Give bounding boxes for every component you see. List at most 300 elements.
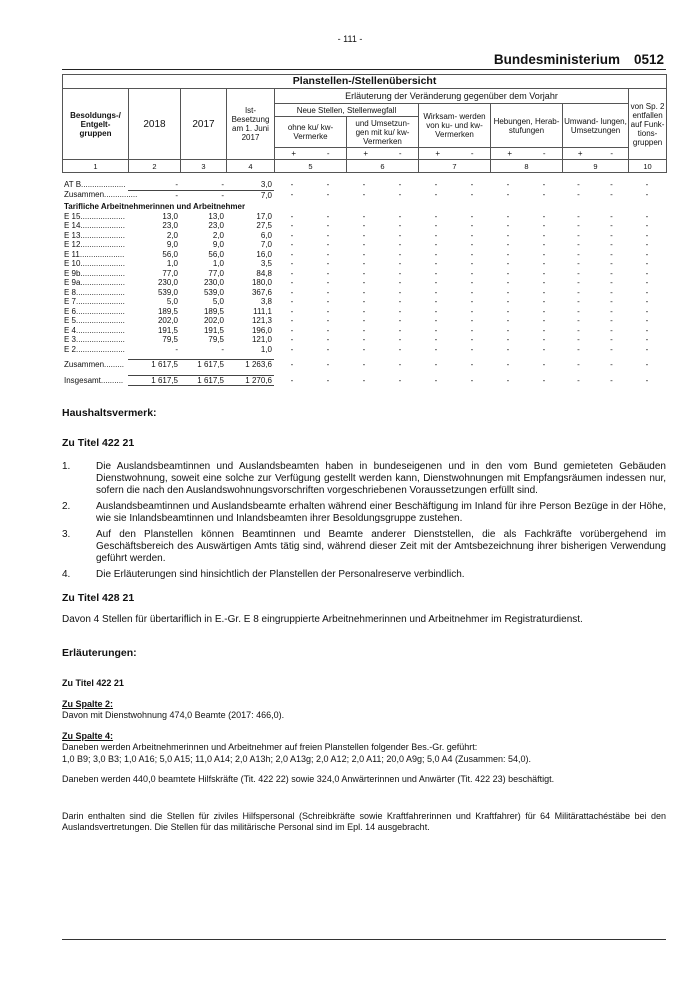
cell-dash: - — [326, 249, 330, 259]
cell-dash: - — [645, 278, 649, 287]
cell-dash: - — [542, 180, 546, 190]
cell-ist: 121,0 — [251, 335, 272, 344]
cell-v2018: - — [175, 180, 178, 189]
cell-dash: - — [326, 287, 330, 297]
col-number: 7 — [419, 160, 491, 173]
cell-dash: - — [326, 325, 330, 335]
cell-dash: - — [470, 240, 474, 249]
row-label: AT B.................... — [64, 180, 126, 190]
cell-dash: - — [398, 268, 402, 278]
cell-ist: 7,0 — [260, 240, 272, 249]
cell-dash: - — [434, 325, 438, 335]
row-label: Zusammen............... — [64, 190, 138, 200]
cell-dash: - — [434, 180, 438, 190]
cell-dash: - — [362, 287, 366, 297]
cell-dash: - — [290, 230, 294, 240]
row-label: E 7...................... — [64, 297, 125, 306]
cell-dash: - — [645, 344, 649, 354]
spalte2-heading: Zu Spalte 2: — [62, 699, 114, 709]
cell-dash: - — [542, 230, 546, 240]
cell-dash: - — [645, 180, 649, 190]
section-title: Tarifliche Arbeitnehmerinnen und Arbeitnehmer — [64, 202, 246, 211]
cell-ist: 196,0 — [251, 325, 272, 335]
cell-dash: - — [610, 278, 613, 287]
cell-dash: - — [610, 297, 613, 306]
table-row — [62, 240, 666, 250]
umwand-header: Umwand- lungen, Umsetzungen — [563, 104, 629, 148]
cell-dash: - — [470, 259, 474, 268]
cell-dash: - — [362, 306, 366, 316]
cell-v2017: 5,0 — [212, 297, 224, 306]
cell-v2017: 79,5 — [208, 335, 224, 344]
cell-dash: - — [470, 287, 474, 297]
row-label: E 3...................... — [64, 335, 125, 344]
cell-ist: 1 263,6 — [226, 360, 274, 370]
erl-header: Erläuterung der Veränderung gegenüber dem Vorjahr — [275, 89, 629, 104]
cell-dash: - — [645, 325, 649, 335]
col-number: 8 — [491, 160, 563, 173]
cell-v2018: 189,5 — [157, 306, 178, 316]
cell-dash: - — [645, 230, 649, 240]
cell-v2017: 191,5 — [203, 325, 224, 335]
cell-dash: - — [542, 259, 546, 268]
cell-dash: - — [290, 297, 294, 306]
cell-v2018: 230,0 — [157, 278, 178, 287]
cell-dash: - — [326, 359, 330, 369]
cell-dash: - — [506, 335, 510, 344]
cell-dash: - — [542, 297, 546, 306]
cell-dash: - — [506, 190, 510, 200]
row-label: E 9a.................... — [64, 278, 125, 287]
cell-dash: - — [434, 375, 438, 385]
cell-dash: - — [326, 221, 330, 230]
cell-dash: - — [290, 180, 294, 190]
cell-v2017: 77,0 — [208, 268, 224, 278]
col-group-header: Besoldungs-/ Entgelt- gruppen — [63, 89, 129, 160]
cell-dash: - — [577, 325, 580, 335]
cell-dash: - — [645, 268, 649, 278]
cell-v2017: 1 617,5 — [180, 375, 226, 386]
cell-dash: - — [434, 316, 438, 325]
cell-dash: - — [398, 306, 402, 316]
cell-dash: - — [577, 359, 580, 369]
cell-dash: - — [542, 249, 546, 259]
cell-dash: - — [362, 325, 366, 335]
cell-dash: - — [610, 249, 613, 259]
darin-text: Darin enthalten sind die Stellen für ziviles Hilfspersonal (Schreibkräfte sowie Kraftfahrerinnen und Kraftfahrer) für 64 Militärattachéstäbe bei den Auslandsvertretungen. Die Stellen für das militärische Personal sind im Epl. 14 ausgebracht. — [62, 811, 666, 832]
table-title: Planstellen-/Stellenübersicht — [63, 75, 667, 89]
cell-v2018: - — [128, 190, 180, 200]
cell-v2017: 539,0 — [203, 287, 224, 297]
list-item: 1. Die Auslandsbeamtinnen und Auslandsbeamten haben in bundeseigenen und in den vom Bund gemieteten Gebäuden Dienstwohnung, soweit eine solche zur Verfügung gestellt werden kann, Dienstwohnungen mit Empfangsräumen indessen nur, sofern die nach den Auslandswohnungsvorschriften vorgeschriebenen Voraussetzungen erfüllt sind. — [62, 461, 666, 496]
cell-dash: - — [326, 190, 330, 200]
cell-dash: - — [542, 325, 546, 335]
table-row — [62, 212, 666, 222]
cell-dash: - — [326, 306, 330, 316]
cell-dash: - — [542, 278, 546, 287]
cell-dash: - — [398, 180, 402, 190]
cell-dash: - — [362, 249, 366, 259]
cell-v2017: 202,0 — [203, 316, 224, 325]
cell-dash: - — [290, 268, 294, 278]
cell-dash: - — [610, 306, 613, 316]
cell-dash: - — [506, 211, 510, 221]
cell-dash: - — [398, 359, 402, 369]
und-umsetz-header: und Umsetzun- gen mit ku/ kw-Vermerken — [347, 117, 419, 148]
cell-dash: - — [326, 230, 330, 240]
cell-dash: - — [610, 230, 613, 240]
cell-dash: - — [610, 325, 613, 335]
row-label: E 11.................... — [64, 249, 125, 259]
cell-v2018: 1 617,5 — [128, 360, 180, 370]
table-row — [62, 316, 666, 326]
cell-dash: - — [434, 359, 438, 369]
cell-dash: - — [290, 344, 294, 354]
cell-v2018: 5,0 — [166, 297, 178, 306]
cell-dash: - — [434, 221, 438, 230]
cell-dash: - — [470, 249, 474, 259]
cell-dash: - — [542, 211, 546, 221]
cell-dash: - — [434, 249, 438, 259]
cell-dash: - — [434, 268, 438, 278]
cell-dash: - — [577, 190, 580, 200]
cell-v2017: 56,0 — [208, 249, 224, 259]
list-item: 4. Die Erläuterungen sind hinsichtlich der Planstellen der Personalreserve verbindlich. — [62, 569, 465, 580]
row-label: E 14.................... — [64, 221, 125, 230]
cell-dash: - — [645, 190, 649, 200]
cell-dash: - — [470, 180, 474, 190]
cell-dash: - — [398, 278, 402, 287]
cell-dash: - — [506, 221, 510, 230]
cell-dash: - — [434, 211, 438, 221]
cell-dash: - — [470, 230, 474, 240]
titel-428-21-heading: Zu Titel 428 21 — [62, 592, 135, 604]
cell-dash: - — [362, 375, 366, 385]
cell-dash: - — [470, 359, 474, 369]
cell-ist: 27,5 — [256, 221, 272, 230]
cell-dash: - — [398, 344, 402, 354]
cell-dash: - — [290, 190, 294, 200]
cell-dash: - — [470, 375, 474, 385]
cell-dash: - — [577, 335, 580, 344]
haushaltsvermerk-title: Haushaltsvermerk: — [62, 407, 157, 419]
cell-dash: - — [362, 297, 366, 306]
cell-dash: - — [577, 306, 580, 316]
cell-dash: - — [290, 221, 294, 230]
cell-dash: - — [506, 359, 510, 369]
cell-dash: - — [326, 297, 330, 306]
cell-dash: - — [470, 211, 474, 221]
hilfskraefte-text: Daneben werden 440,0 beamtete Hilfskräfte (Tit. 422 22) sowie 324,0 Anwärterinnen und Anwärter (Tit. 422 23) beschäftigt. — [62, 774, 555, 784]
cell-dash: - — [577, 211, 580, 221]
cell-dash: - — [326, 211, 330, 221]
cell-dash: - — [398, 287, 402, 297]
cell-dash: - — [645, 221, 649, 230]
cell-v2017: - — [180, 190, 226, 200]
cell-dash: - — [434, 306, 438, 316]
plusminus-cell: + - — [491, 148, 563, 160]
cell-dash: - — [577, 249, 580, 259]
cell-v2018: 191,5 — [157, 325, 178, 335]
cell-dash: - — [362, 190, 366, 200]
cell-ist: 17,0 — [256, 211, 272, 221]
cell-dash: - — [610, 180, 613, 190]
row-label: Zusammen......... — [64, 359, 125, 369]
cell-dash: - — [506, 375, 510, 385]
cell-dash: - — [542, 306, 546, 316]
cell-dash: - — [362, 359, 366, 369]
cell-dash: - — [645, 359, 649, 369]
table-row — [62, 288, 666, 298]
cell-dash: - — [577, 278, 580, 287]
cell-dash: - — [470, 325, 474, 335]
cell-dash: - — [434, 287, 438, 297]
erlaeuterungen-title: Erläuterungen: — [62, 647, 137, 659]
row-label: E 8...................... — [64, 287, 125, 297]
cell-dash: - — [645, 297, 649, 306]
cell-v2018: 1 617,5 — [128, 375, 180, 386]
cell-dash: - — [577, 287, 580, 297]
footer-rule — [62, 939, 666, 940]
cell-dash: - — [326, 344, 330, 354]
cell-dash: - — [610, 221, 613, 230]
table-row — [62, 231, 666, 241]
list-item: 3. Auf den Planstellen können Beamtinnen und Beamte anderer Dienststellen, die als Fachkräfte vorübergehend im Geschäftsbereich des Auswärtigen Amts tätig sind, während dieser Zeit mit der Amtsbezeichnung ihrer bisherigen Verwendung geführt werden. — [62, 529, 666, 564]
cell-dash: - — [645, 316, 649, 325]
plusminus-cell: + - — [563, 148, 629, 160]
cell-dash: - — [326, 375, 330, 385]
cell-dash: - — [506, 278, 510, 287]
erl-titel-heading: Zu Titel 422 21 — [62, 678, 124, 688]
table-row — [62, 326, 666, 336]
cell-dash: - — [290, 306, 294, 316]
plusminus-cell: + - — [419, 148, 491, 160]
cell-dash: - — [610, 287, 613, 297]
cell-dash: - — [326, 278, 330, 287]
cell-dash: - — [290, 287, 294, 297]
header-rule — [62, 69, 666, 70]
cell-ist: 180,0 — [251, 278, 272, 287]
plusminus-cell: + - — [347, 148, 419, 160]
cell-dash: - — [610, 240, 613, 249]
cell-ist: 1 270,6 — [226, 375, 274, 386]
cell-dash: - — [362, 316, 366, 325]
cell-dash: - — [290, 375, 294, 385]
spalte4-heading: Zu Spalte 4: — [62, 731, 114, 741]
cell-v2017: 23,0 — [208, 221, 224, 230]
cell-dash: - — [398, 335, 402, 344]
spalte2-text: Davon mit Dienstwohnung 474,0 Beamte (2017: 466,0). — [62, 710, 285, 720]
cell-dash: - — [577, 259, 580, 268]
cell-dash: - — [362, 344, 366, 354]
cell-dash: - — [470, 268, 474, 278]
col-2018-header: 2018 — [129, 89, 181, 160]
cell-dash: - — [610, 259, 613, 268]
cell-dash: - — [542, 359, 546, 369]
table-header — [62, 74, 667, 173]
table-body — [62, 180, 666, 386]
cell-dash: - — [398, 190, 402, 200]
titel-428-21-text: Davon 4 Stellen für übertariflich in E.-Gr. E 8 eingruppierte Arbeitnehmerinnen und Arbeitnehmer im Registraturdienst. — [62, 614, 583, 625]
cell-dash: - — [610, 190, 613, 200]
cell-dash: - — [645, 259, 649, 268]
cell-dash: - — [542, 287, 546, 297]
cell-dash: - — [398, 325, 402, 335]
cell-dash: - — [362, 221, 366, 230]
row-label: Insgesamt.......... — [64, 375, 124, 385]
cell-dash: - — [434, 259, 438, 268]
cell-dash: - — [470, 344, 474, 354]
col-number: 2 — [129, 160, 181, 173]
table-row — [62, 269, 666, 279]
cell-dash: - — [506, 297, 510, 306]
cell-dash: - — [398, 221, 402, 230]
cell-dash: - — [362, 268, 366, 278]
cell-dash: - — [290, 316, 294, 325]
table-row — [62, 180, 666, 190]
cell-dash: - — [434, 240, 438, 249]
cell-dash: - — [470, 335, 474, 344]
cell-dash: - — [506, 230, 510, 240]
row-label: E 6...................... — [64, 306, 125, 316]
cell-dash: - — [470, 190, 474, 200]
cell-dash: - — [506, 306, 510, 316]
cell-dash: - — [506, 249, 510, 259]
list-item: 2. Auslandsbeamtinnen und Auslandsbeamte erhalten während einer Beschäftigung im Inland für ihre Person Bezüge in der Höhe, wie sie Inlandsbeamtinnen und Inlandsbeamten ihrer Besoldungsgruppe zustehen. — [62, 501, 666, 524]
table-row — [62, 250, 666, 260]
table-row — [62, 375, 666, 386]
cell-v2017: 2,0 — [212, 230, 224, 240]
cell-dash: - — [645, 211, 649, 221]
cell-dash: - — [610, 375, 613, 385]
cell-v2018: - — [175, 344, 178, 354]
cell-dash: - — [326, 180, 330, 190]
table-row — [62, 360, 666, 370]
cell-dash: - — [290, 359, 294, 369]
cell-ist: 16,0 — [256, 249, 272, 259]
row-label: E 12.................... — [64, 240, 125, 249]
row-label: E 2...................... — [64, 344, 125, 354]
cell-v2017: 13,0 — [208, 211, 224, 221]
cell-v2017: - — [221, 344, 224, 354]
table-row — [62, 345, 666, 355]
cell-dash: - — [326, 335, 330, 344]
cell-v2018: 23,0 — [162, 221, 178, 230]
cell-dash: - — [362, 180, 366, 190]
spalte4-line2: 1,0 B9; 3,0 B3; 1,0 A16; 5,0 A15; 11,0 A14; 2,0 A13h; 2,0 A13g; 2,0 A12; 2,0 A11; 20,0 A9g; 5,0 A4 (Zusammen: 54,0). — [62, 754, 532, 764]
col-number: 9 — [563, 160, 629, 173]
col-von-sp2-header: von Sp. 2 entfallen auf Funk- tions- gruppen — [629, 89, 667, 160]
cell-dash: - — [362, 335, 366, 344]
cell-dash: - — [326, 268, 330, 278]
cell-dash: - — [326, 259, 330, 268]
cell-dash: - — [434, 297, 438, 306]
cell-dash: - — [290, 325, 294, 335]
cell-dash: - — [577, 375, 580, 385]
spalte4-line1: Daneben werden Arbeitnehmerinnen und Arbeitnehmer auf freien Planstellen folgender Bes.-Gr. geführt: — [62, 742, 478, 752]
row-label: E 15.................... — [64, 211, 125, 221]
ministry-title: Bundesministerium — [493, 52, 620, 67]
cell-dash: - — [542, 268, 546, 278]
cell-ist: 111,1 — [253, 306, 272, 316]
col-number: 3 — [181, 160, 227, 173]
table-row — [62, 335, 666, 345]
cell-dash: - — [542, 190, 546, 200]
cell-dash: - — [577, 221, 580, 230]
cell-dash: - — [506, 240, 510, 249]
cell-dash: - — [542, 221, 546, 230]
cell-dash: - — [434, 230, 438, 240]
cell-dash: - — [542, 375, 546, 385]
titel-422-21-heading: Zu Titel 422 21 — [62, 437, 135, 449]
cell-dash: - — [506, 180, 510, 190]
cell-dash: - — [645, 240, 649, 249]
cell-dash: - — [362, 259, 366, 268]
cell-dash: - — [290, 335, 294, 344]
running-header — [480, 52, 664, 67]
cell-dash: - — [645, 306, 649, 316]
cell-v2017: 230,0 — [203, 278, 224, 287]
cell-v2017: 9,0 — [212, 240, 224, 249]
cell-dash: - — [362, 211, 366, 221]
cell-dash: - — [577, 180, 580, 190]
col-number: 4 — [227, 160, 275, 173]
cell-dash: - — [542, 240, 546, 249]
cell-dash: - — [434, 335, 438, 344]
cell-dash: - — [577, 316, 580, 325]
cell-v2017: 1 617,5 — [180, 360, 226, 370]
table-row — [62, 259, 666, 269]
plusminus-cell: + - — [275, 148, 347, 160]
haushaltsvermerk-list — [62, 461, 666, 585]
cell-dash: - — [470, 316, 474, 325]
wirksam-header: Wirksam- werden von ku- und kw- Vermerken — [419, 104, 491, 148]
cell-ist: 1,0 — [260, 344, 272, 354]
cell-dash: - — [398, 375, 402, 385]
cell-dash: - — [362, 230, 366, 240]
cell-dash: - — [610, 359, 613, 369]
chapter-number: 0512 — [633, 52, 664, 67]
cell-dash: - — [542, 344, 546, 354]
cell-dash: - — [434, 278, 438, 287]
cell-dash: - — [398, 259, 402, 268]
cell-dash: - — [645, 375, 649, 385]
cell-dash: - — [542, 316, 546, 325]
cell-dash: - — [290, 240, 294, 249]
cell-dash: - — [610, 344, 613, 354]
cell-dash: - — [506, 325, 510, 335]
cell-dash: - — [470, 306, 474, 316]
col-number: 5 — [275, 160, 347, 173]
cell-v2018: 13,0 — [162, 211, 178, 221]
cell-ist: 3,5 — [260, 259, 272, 268]
row-label: E 13.................... — [64, 230, 125, 240]
cell-v2018: 56,0 — [162, 249, 178, 259]
col-number: 6 — [347, 160, 419, 173]
cell-ist: 367,6 — [251, 287, 272, 297]
cell-dash: - — [290, 211, 294, 221]
cell-dash: - — [610, 268, 613, 278]
cell-dash: - — [506, 259, 510, 268]
cell-dash: - — [290, 259, 294, 268]
cell-dash: - — [398, 211, 402, 221]
cell-dash: - — [470, 221, 474, 230]
cell-dash: - — [577, 230, 580, 240]
cell-ist: 84,8 — [256, 268, 272, 278]
cell-v2018: 202,0 — [157, 316, 178, 325]
cell-ist: 3,8 — [260, 297, 272, 306]
cell-dash: - — [362, 278, 366, 287]
